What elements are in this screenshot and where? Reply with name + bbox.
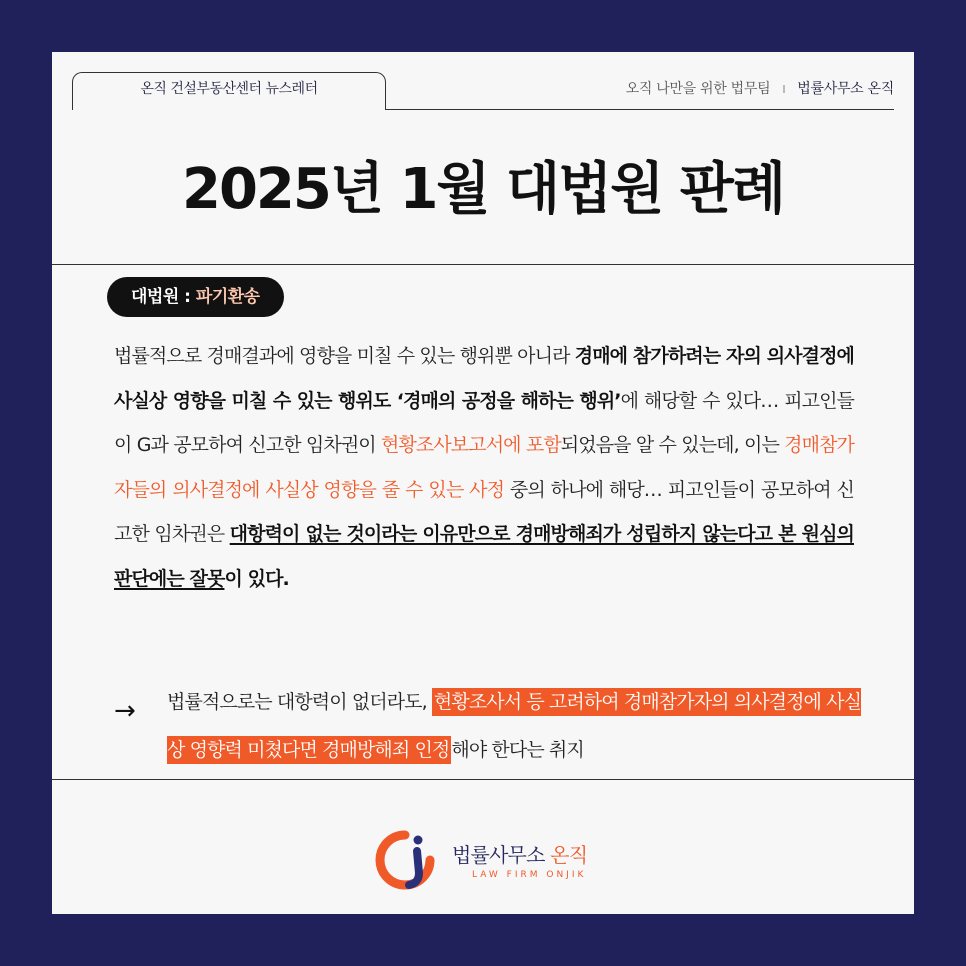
onjik-logo-icon — [372, 827, 438, 893]
summary-part-7: 중의 하나에 해당… 피고인들이 공모하여 신고한 임차권은 — [114, 478, 854, 545]
tagline-text: 오직 나만을 위한 법무팀 — [625, 81, 771, 97]
logo-english: LAW FIRM ONJIK — [472, 870, 587, 880]
header-tagline — [626, 78, 894, 98]
summary-part-2-bold: 경매에 참가하려는 자의 의사결정에 사실상 영향을 미칠 수 있는 행위도 ‘경매의 공정을 해하는 행위’ — [114, 345, 854, 412]
judgment-summary — [114, 334, 854, 601]
summary-part-8-underlined: 대항력이 없는 것이라는 이유만으로 경매방해죄가 성립하지 않는다고 본 원심의 판단에는 잘못 — [114, 523, 854, 590]
page-title: 2025년 1월 대법원 판례 — [182, 157, 784, 222]
summary-part-4-highlight: 현황조사보고서에 포함 — [380, 434, 561, 456]
court-badge — [107, 277, 284, 317]
summary-part-6-highlight: 경매참가자들의 의사결정에 사실상 영향을 줄 수 있는 사정 — [114, 434, 854, 501]
newsletter-tab-label: 온직 건설부동산센터 뉴스레터 — [140, 81, 318, 97]
newsletter-card — [52, 52, 914, 914]
badge-value: 파기환송 — [195, 287, 260, 307]
logo-name-main: 법률사무소 — [452, 843, 551, 867]
conclusion-part-3: 해야 한다는 취지 — [451, 739, 584, 761]
summary-part-9: 이 있다. — [224, 567, 289, 590]
conclusion — [167, 678, 867, 774]
conclusion-part-1: 법률적으로는 대항력이 없더라도, — [167, 691, 432, 713]
conclusion-highlight: 현황조사서 등 고려하여 경매참가자의 의사결정에 사실상 영향력 미쳤다면 경매방해죄 인정 — [167, 688, 861, 764]
title-divider — [52, 264, 914, 265]
summary-part-5: 되었음을 알 수 있는데, 이는 — [560, 434, 785, 456]
summary-part-1: 법률적으로 경매결과에 영향을 미칠 수 있는 행위뿐 아니라 — [114, 345, 575, 367]
logo-name-accent: 온직 — [550, 843, 588, 867]
badge-label: 대법원 : — [131, 287, 196, 307]
summary-part-3: 에 해당할 수 있다… 피고인들이 G과 공모하여 신고한 임차권이 — [114, 389, 855, 456]
header-divider — [386, 109, 894, 110]
firm-logo — [372, 827, 612, 897]
newsletter-tab — [72, 72, 386, 110]
footer-divider — [52, 779, 914, 780]
tagline-separator: I — [782, 83, 786, 96]
logo-name — [452, 839, 587, 868]
arrow-icon: → — [114, 696, 136, 726]
tagline-firm: 법률사무소 온직 — [797, 81, 894, 97]
